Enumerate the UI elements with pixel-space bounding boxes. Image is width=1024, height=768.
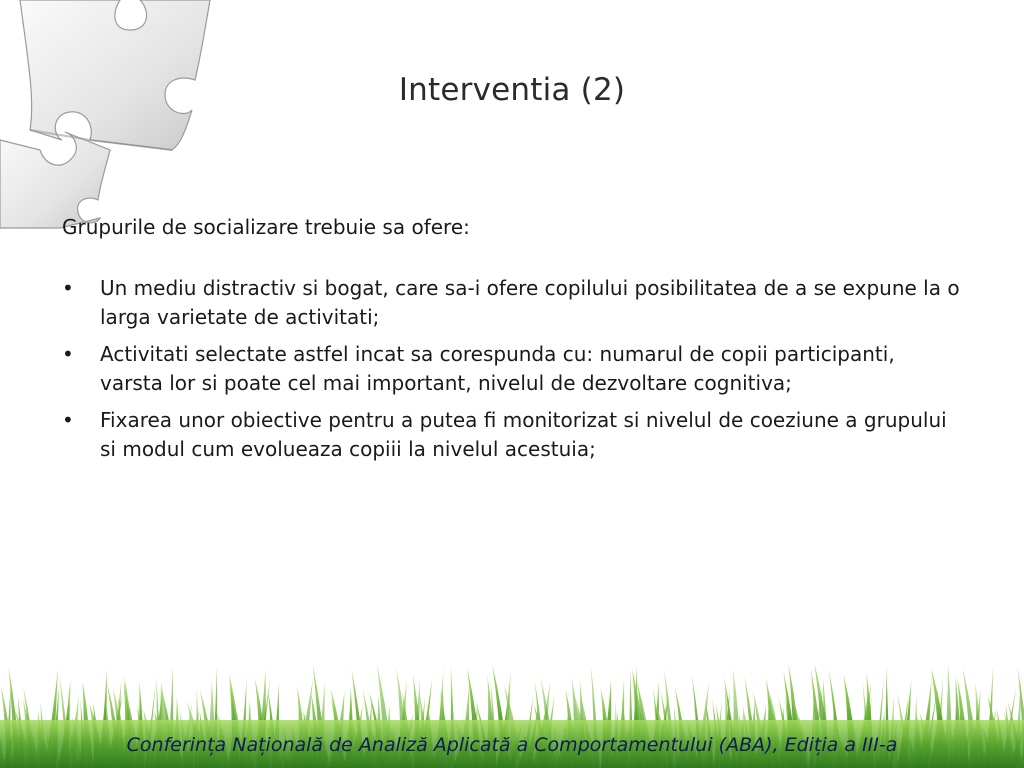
footer-text: Conferința Națională de Analiză Aplicată a Comportamentului (ABA), Ediția a III-a [126,734,898,756]
puzzle-pieces-icon [0,0,240,230]
bullet-icon: • [62,408,74,432]
slide-title: Interventia (2) [398,72,626,108]
list-item [62,340,962,398]
bullet-text: Un mediu distractiv si bogat, care sa-i ofere copilului posibilitatea de a se expune la o larga varietate de activitati; [100,276,960,329]
intro-text: Grupurile de socializare trebuie sa ofere: [62,215,470,239]
list-item [62,274,962,332]
bullet-icon: • [62,276,74,300]
bullet-icon: • [62,342,74,366]
bullet-text: Activitati selectate astfel incat sa corespunda cu: numarul de copii participanti, varsta lor si poate cel mai important, nivelul de dezvoltare cognitiva; [100,342,895,395]
list-item [62,406,962,464]
bullet-text: Fixarea unor obiective pentru a putea fi monitorizat si nivelul de coeziune a grupului si modul cum evolueaza copiii la nivelul acestuia; [100,408,947,461]
slide-body [62,213,962,472]
bullet-list [62,274,962,464]
